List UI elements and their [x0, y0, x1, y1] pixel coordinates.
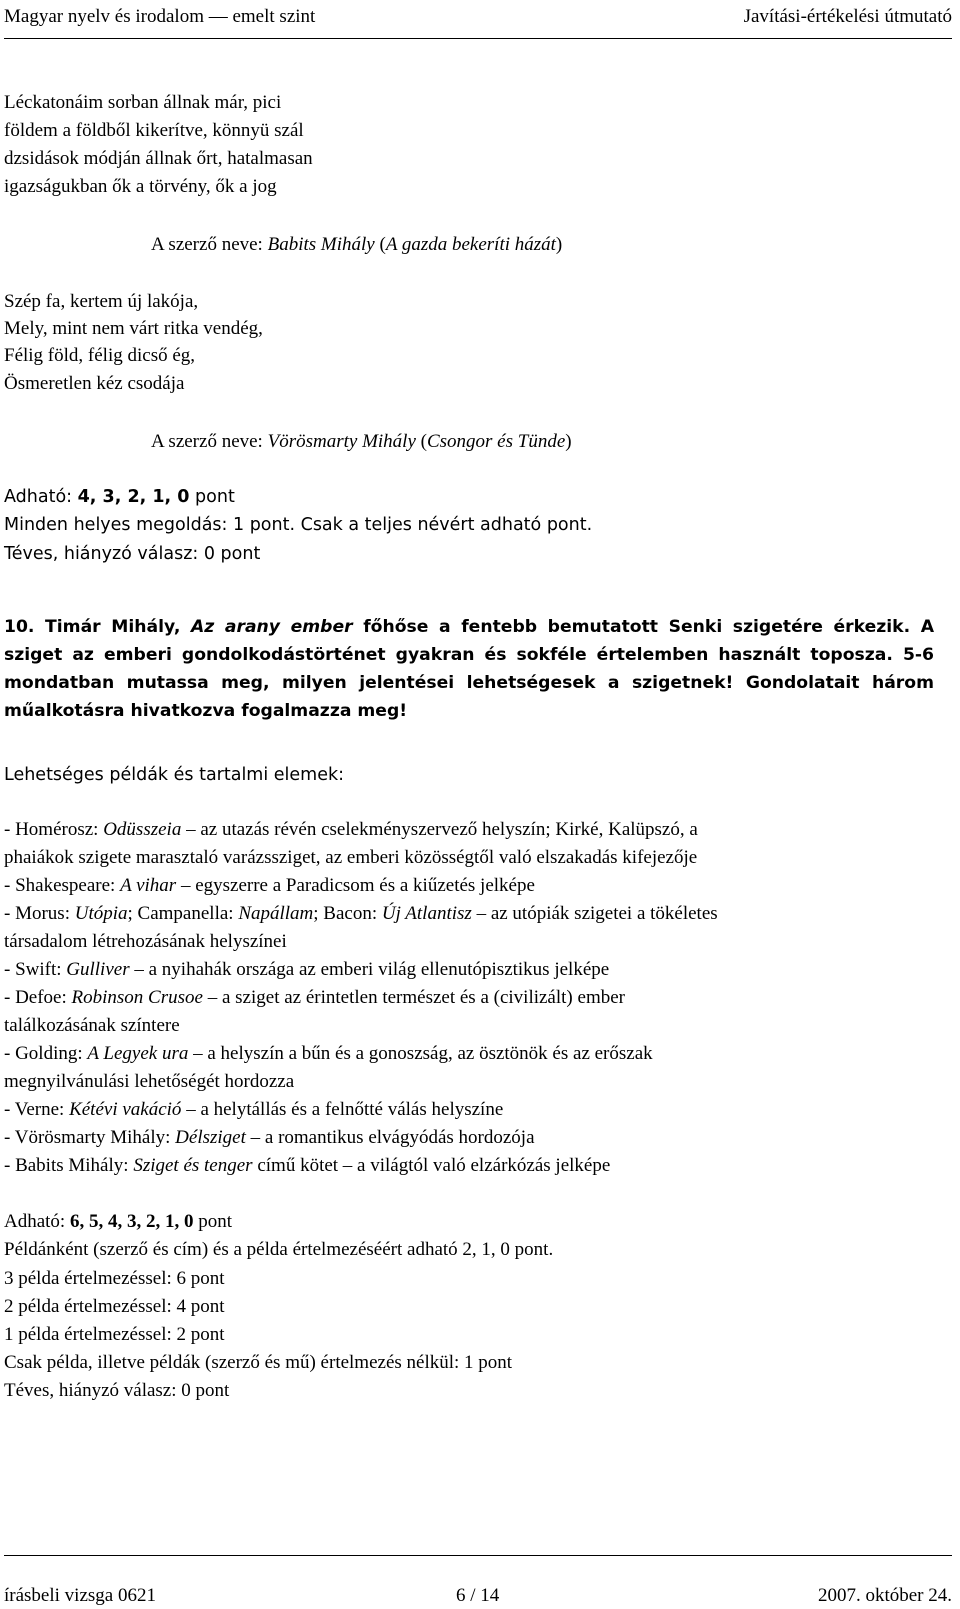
author-name: Vörösmarty Mihály	[267, 431, 416, 452]
example-desc: című kötet – a világtól való elzárkózás jelképe	[252, 1155, 611, 1176]
example-work: Utópia	[74, 903, 128, 924]
scoring-line: Csak példa, illetve példák (szerző és mű) értelmezés nélkül: 1 pont	[4, 1352, 513, 1373]
example-desc: – egyszerre a Paradicsom és a kiűzetés jelképe	[176, 875, 535, 896]
list-item-continued: találkozásának színtere	[4, 1015, 180, 1036]
example-desc: – az utópiák szigetei a tökéletes	[471, 903, 718, 924]
list-item	[4, 873, 535, 899]
example-work: Kétévi vakáció	[69, 1099, 182, 1120]
poem-line: Félig föld, félig dicső ég,	[4, 345, 196, 366]
poem-line: Mely, mint nem várt ritka vendég,	[4, 318, 263, 339]
scoring-line: 2 példa értelmezéssel: 4 pont	[4, 1296, 225, 1317]
list-item-continued: megnyilvánulási lehetőségét hordozza	[4, 1071, 295, 1092]
scoring-points-line	[4, 484, 235, 510]
example-author: - Shakespeare:	[4, 875, 121, 896]
example-desc: – a helytállás és a felnőtté válás helyszíne	[181, 1099, 504, 1120]
work-title: A gazda bekeríti házát	[385, 234, 556, 255]
example-desc: – a nyihahák országa az emberi világ ellenutópisztikus jelképe	[129, 959, 610, 980]
footer-divider	[4, 1555, 952, 1556]
example-work: A Legyek ura	[87, 1043, 189, 1064]
scoring-line: 1 példa értelmezéssel: 2 pont	[4, 1324, 225, 1345]
list-item	[4, 1041, 653, 1067]
examples-heading: Lehetséges példák és tartalmi elemek:	[4, 765, 345, 785]
list-item	[4, 1097, 503, 1123]
poem-line: Szép fa, kertem új lakója,	[4, 291, 199, 312]
example-work: Új Atlantisz	[381, 903, 472, 924]
paren-open: (	[415, 431, 427, 452]
question-work-title: Az arany ember	[190, 617, 353, 637]
paren-close: )	[565, 431, 572, 452]
scoring-line: Példánként (szerző és cím) és a példa értelmezéséért adható 2, 1, 0 pont.	[4, 1239, 554, 1260]
scoring-line: 3 példa értelmezéssel: 6 pont	[4, 1268, 225, 1289]
scoring-points-line	[4, 1209, 232, 1235]
example-author: - Babits Mihály:	[4, 1155, 134, 1176]
list-item	[4, 957, 609, 983]
example-author: - Verne:	[4, 1099, 70, 1120]
example-author: - Homérosz:	[4, 819, 104, 840]
work-title: Csongor és Tünde	[426, 431, 566, 452]
example-author: - Morus:	[4, 903, 75, 924]
list-item	[4, 1153, 610, 1179]
list-item	[4, 985, 625, 1011]
poem-2-author-answer	[151, 429, 572, 455]
list-item	[4, 1125, 535, 1151]
poem-line: dzsidások módján állnak őrt, hatalmasan	[4, 148, 313, 169]
footer-exam-code: írásbeli vizsga 0621	[4, 1585, 156, 1606]
points-unit: pont	[193, 1211, 232, 1232]
example-desc: – a sziget az érintetlen természet és a (civilizált) ember	[202, 987, 625, 1008]
author-name: Babits Mihály	[267, 234, 375, 255]
poem-line: igazságukban ők a törvény, ők a jog	[4, 176, 277, 197]
page-header	[4, 0, 952, 34]
example-desc: – a romantikus elvágyódás hordozója	[245, 1127, 535, 1148]
footer-date: 2007. október 24.	[817, 1585, 952, 1606]
paren-close: )	[555, 234, 563, 255]
example-work: Délsziget	[175, 1127, 246, 1148]
example-author: - Golding:	[4, 1043, 88, 1064]
header-divider	[4, 38, 952, 39]
example-work: Odüsszeia	[103, 819, 182, 840]
list-item	[4, 817, 698, 843]
scoring-line: Téves, hiányzó válasz: 0 pont	[4, 1380, 230, 1401]
scoring-rule: Minden helyes megoldás: 1 pont. Csak a teljes névért adható pont.	[4, 515, 593, 535]
example-work: Robinson Crusoe	[71, 987, 203, 1008]
points-label: Adható:	[4, 487, 78, 507]
points-unit: pont	[189, 487, 235, 507]
question-lead: 10. Timár Mihály,	[4, 617, 191, 637]
question-10	[4, 613, 934, 725]
header-subject: Magyar nyelv és irodalom — emelt szint	[4, 6, 316, 27]
points-label: Adható:	[4, 1211, 70, 1232]
scoring-wrong-answer: Téves, hiányzó válasz: 0 pont	[4, 544, 261, 564]
list-item-continued: társadalom létrehozásának helyszínei	[4, 931, 287, 952]
page-footer	[4, 1585, 952, 1609]
example-author: - Vörösmarty Mihály:	[4, 1127, 176, 1148]
example-work: A vihar	[120, 875, 177, 896]
example-work: Gulliver	[66, 959, 130, 980]
footer-page-number: 6 / 14	[456, 1585, 500, 1606]
example-desc: – a helyszín a bűn és a gonoszság, az ösztönök és az erőszak	[188, 1043, 653, 1064]
poem-line: földem a földből kikerítve, könnyü szál	[4, 120, 304, 141]
header-guide-title: Javítási-értékelési útmutató	[743, 6, 952, 27]
example-author: - Swift:	[4, 959, 67, 980]
example-desc: ; Bacon:	[313, 903, 382, 924]
question-text: főhőse a fentebb bemutatott Senki szigetére érkezik. A sziget az emberi gondolkodástörténet gyakran és sokféle értelemben használt toposza. 5-6 mondatban mutassa meg, milyen jelentései lehetségesek a szigetnek! Gondolatait három műalkotásra hivatkozva fogalmazza meg!	[4, 617, 935, 721]
example-desc: ; Campanella:	[127, 903, 239, 924]
example-author: - Defoe:	[4, 987, 72, 1008]
points-values: 6, 5, 4, 3, 2, 1, 0	[69, 1211, 194, 1232]
poem-line: Léckatonáim sorban állnak már, pici	[4, 92, 282, 113]
points-values: 4, 3, 2, 1, 0	[77, 487, 190, 507]
list-item-continued: phaiákok szigete marasztaló varázssziget, az emberi közösségtől való elszakadás kifejezője	[4, 847, 698, 868]
list-item	[4, 901, 718, 927]
author-label: A szerző neve:	[151, 234, 268, 255]
example-work: Napállam	[238, 903, 314, 924]
poem-line: Ösmeretlen kéz csodája	[4, 373, 185, 394]
author-label: A szerző neve:	[151, 431, 268, 452]
poem-1-author-answer	[151, 232, 562, 258]
example-work: Sziget és tenger	[133, 1155, 253, 1176]
paren-open: (	[374, 234, 386, 255]
example-desc: – az utazás révén cselekményszervező helyszín; Kirké, Kalüpszó, a	[181, 819, 698, 840]
